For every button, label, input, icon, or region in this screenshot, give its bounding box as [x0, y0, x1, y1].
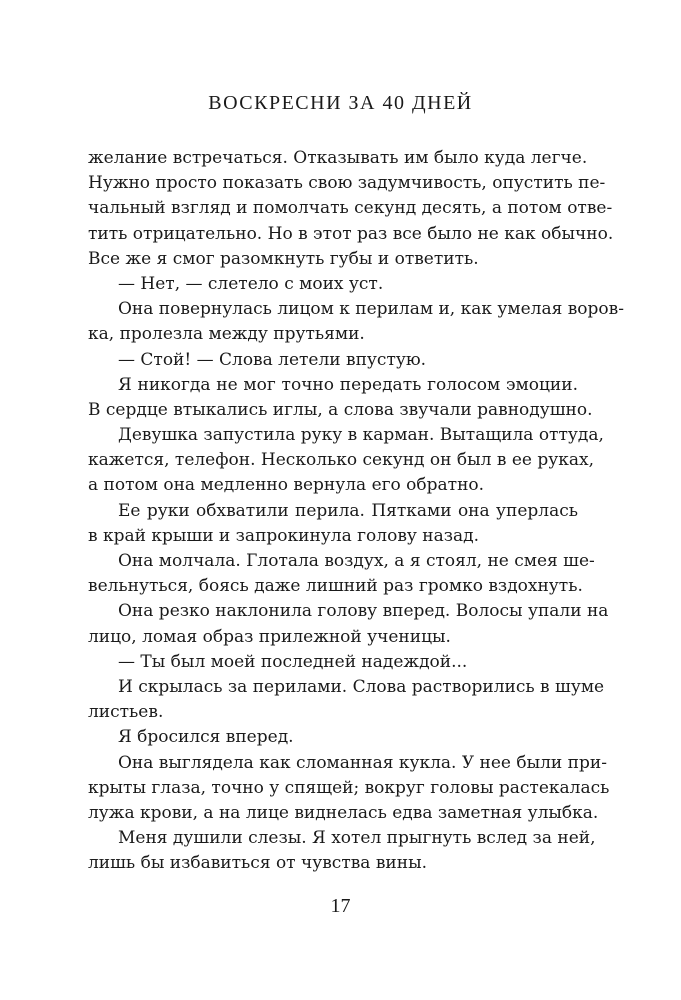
text-line: а потом она медленно вернула его обратно.: [88, 475, 485, 496]
text-line: лицо, ломая образ прилежной ученицы.: [88, 626, 451, 647]
text-line: Я никогда не мог точно передать голосом эмоции.: [118, 374, 578, 395]
text-line: Она выглядела как сломанная кукла. У нее были при-: [118, 752, 607, 773]
text-line: Она повернулась лицом к перилам и, как умелая воров-: [118, 299, 624, 320]
text-line: лишь бы избавиться от чувства вины.: [88, 853, 428, 874]
text-line: в край крыши и запрокинула голову назад.: [88, 525, 480, 546]
text-line: В сердце втыкались иглы, а слова звучали равнодушно.: [88, 399, 593, 420]
text-line: Она молчала. Глотала воздух, а я стоял, не смея ше-: [118, 551, 595, 571]
text-line: — Стой! — Слова летели впустую.: [118, 349, 427, 370]
text-line: кажется, телефон. Несколько секунд он был в ее руках,: [88, 450, 594, 471]
text-line: — Ты был моей последней надеждой...: [118, 651, 468, 672]
running-head: ВОСКРЕСНИ ЗА 40 ДНЕЙ: [208, 92, 473, 114]
text-line: Девушка запустила руку в карман. Вытащила оттуда,: [118, 425, 604, 446]
text-line: Я бросился вперед.: [118, 727, 294, 748]
text-line: Она резко наклонила голову вперед. Волосы упали на: [118, 601, 609, 622]
text-line: желание встречаться. Отказывать им было куда легче.: [88, 148, 588, 168]
text-line: листьев.: [88, 702, 164, 723]
text-line: — Нет, — слетело с моих уст.: [118, 273, 384, 294]
text-line: Ее руки обхватили перила. Пятками она уперлась: [118, 500, 578, 521]
body-text: [88, 146, 624, 876]
text-line: крыты глаза, точно у спящей; вокруг головы растекалась: [88, 777, 610, 798]
text-line: чальный взгляд и помолчать секунд десять, а потом отве-: [88, 198, 613, 219]
text-line: лужа крови, а на лице виднелась едва заметная улыбка.: [88, 802, 599, 823]
page-number: 17: [330, 895, 351, 917]
text-line: вельнуться, боясь даже лишний раз громко вздохнуть.: [88, 576, 583, 597]
text-line: тить отрицательно. Но в этот раз все было не как обычно.: [88, 223, 614, 244]
text-line: Меня душили слезы. Я хотел прыгнуть вслед за ней,: [118, 828, 596, 849]
text-line: И скрылась за перилами. Слова растворились в шуме: [118, 676, 605, 697]
text-line: Все же я смог разомкнуть губы и ответить.: [88, 248, 479, 269]
text-line: ка, пролезла между прутьями.: [88, 324, 365, 345]
text-line: Нужно просто показать свою задумчивость, опустить пе-: [88, 173, 606, 194]
